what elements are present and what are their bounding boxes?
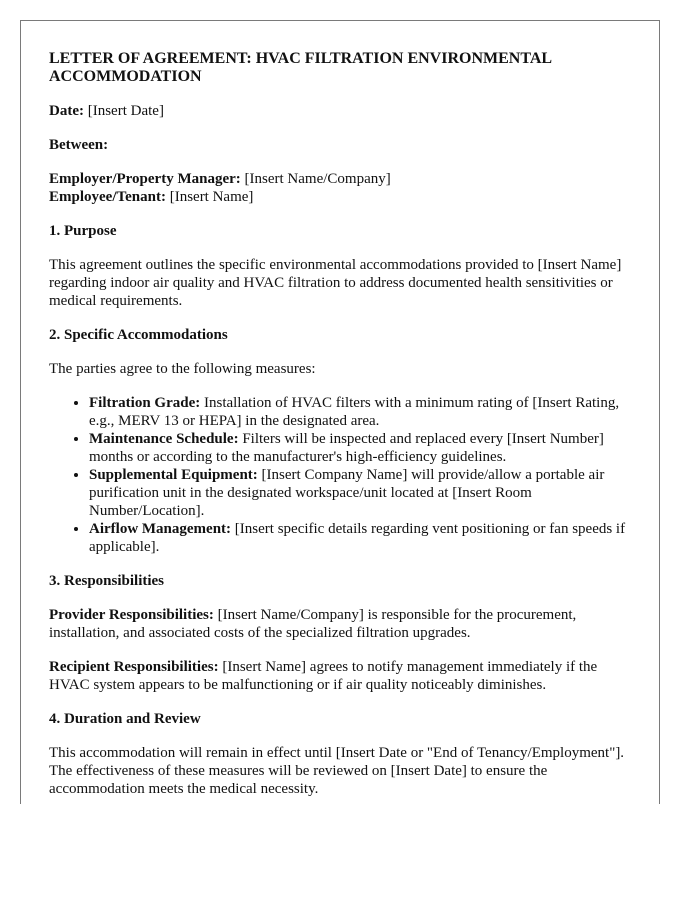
list-item-label: Airflow Management: xyxy=(89,521,232,537)
employee-label: Employee/Tenant: xyxy=(49,189,166,205)
list-item-label: Supplemental Equipment: xyxy=(89,467,258,483)
list-item xyxy=(89,430,631,466)
provider-label: Provider Responsibilities: xyxy=(49,607,214,623)
purpose-heading: 1. Purpose xyxy=(49,223,117,239)
purpose-text: This agreement outlines the specific environmental accommodations provided to [Insert Name] regarding indoor air quality and HVAC filtration to address documented health sensitivities or medical requirements. xyxy=(49,257,622,309)
employee-line xyxy=(49,188,631,206)
list-item-text: [Insert specific details regarding vent positioning or fan speeds if applicable]. xyxy=(89,521,626,555)
list-item xyxy=(89,520,631,556)
list-item xyxy=(89,394,631,430)
date-value: [Insert Date] xyxy=(83,103,164,119)
list-item-label: Maintenance Schedule: xyxy=(89,431,239,447)
list-item-text: Installation of HVAC filters with a minimum rating of [Insert Rating, e.g., MERV 13 or HEPA] in the designated area. xyxy=(89,395,620,429)
employer-line xyxy=(49,170,631,188)
responsibilities-heading: 3. Responsibilities xyxy=(49,573,165,589)
letter-page xyxy=(20,20,660,804)
recipient-label: Recipient Responsibilities: xyxy=(49,659,219,675)
recipient-responsibilities xyxy=(49,658,631,694)
duration-heading: 4. Duration and Review xyxy=(49,711,201,727)
recipient-text: [Insert Name] agrees to notify management immediately if the HVAC system appears to be malfunctioning or if air quality noticeably diminishes. xyxy=(49,659,598,693)
date-label: Date: xyxy=(49,103,84,119)
provider-text: [Insert Name/Company] is responsible for the procurement, installation, and associated costs of the specialized filtration upgrades. xyxy=(49,607,577,641)
accommodations-list xyxy=(49,394,631,556)
list-item-text: [Insert Company Name] will provide/allow a portable air purification unit in the designated workspace/unit located at [Insert Room Number/Location]. xyxy=(89,467,605,519)
list-item xyxy=(89,466,631,520)
list-item-label: Filtration Grade: xyxy=(89,395,201,411)
employer-value: [Insert Name/Company] xyxy=(240,171,391,187)
duration-text: This accommodation will remain in effect until [Insert Date or "End of Tenancy/Employment"]. The effectiveness of these measures will be reviewed on [Insert Date] to ensure the accommodation meets the medical necessity. xyxy=(49,745,625,797)
accommodations-heading: 2. Specific Accommodations xyxy=(49,327,228,343)
letter-title: LETTER OF AGREEMENT: HVAC FILTRATION ENVIRONMENTAL ACCOMMODATION xyxy=(49,50,552,85)
employee-value: [Insert Name] xyxy=(165,189,254,205)
letter-content xyxy=(49,50,631,804)
employer-label: Employer/Property Manager: xyxy=(49,171,241,187)
accommodations-intro: The parties agree to the following measures: xyxy=(49,361,316,377)
date-line xyxy=(49,102,631,120)
between-label: Between: xyxy=(49,137,109,153)
list-item-text: Filters will be inspected and replaced every [Insert Number] months or according to the manufacturer's high-efficiency guidelines. xyxy=(89,431,604,465)
provider-responsibilities xyxy=(49,606,631,642)
